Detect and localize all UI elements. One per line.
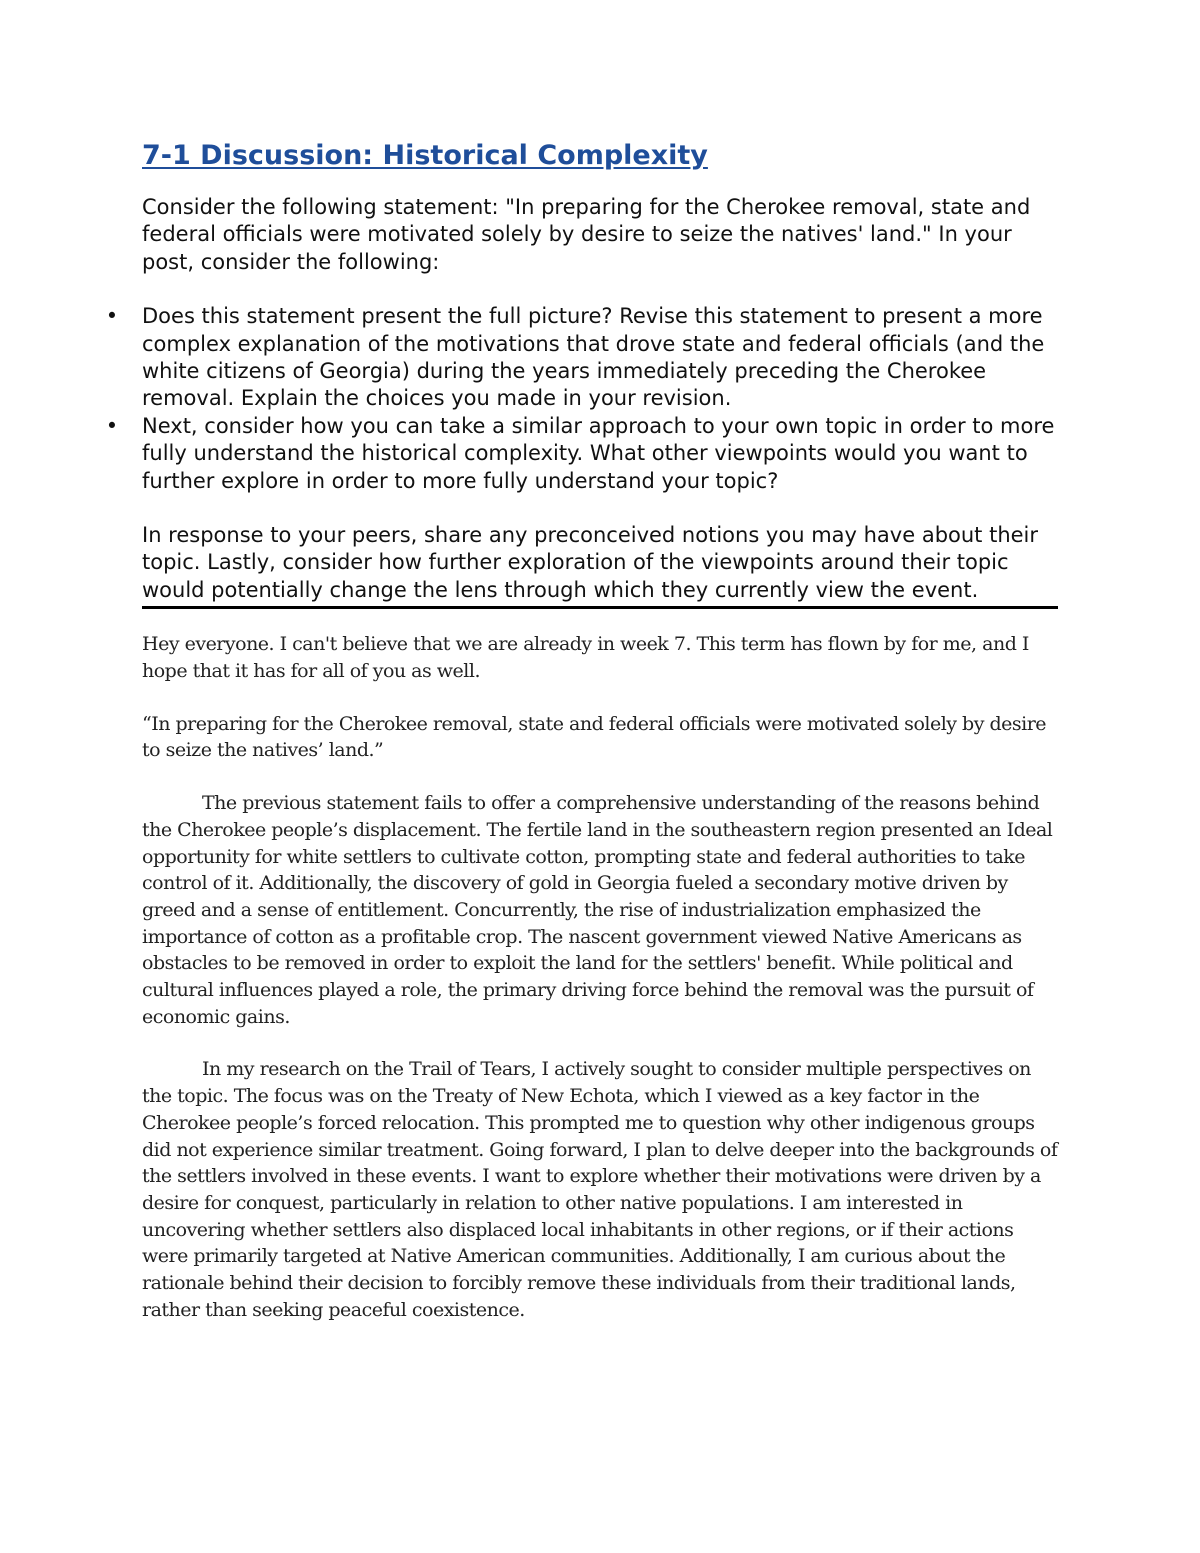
response-greeting: Hey everyone. I can't believe that we are already in week 7. This term has flown by for me, and I hope that it has for all of you as well. bbox=[142, 633, 1029, 682]
prompt-intro: Consider the following statement: "In preparing for the Cherokee removal, state and federal officials were motivated solely by desire to seize the natives' land." In your post, consider the following: bbox=[142, 195, 1031, 274]
list-item bbox=[105, 413, 1058, 495]
bullet-text: Next, consider how you can take a similar approach to your own topic in order to more fully understand the historical complexity. What other viewpoints would you want to further explore in order to more fully understand your topic? bbox=[142, 413, 1055, 493]
section-divider bbox=[142, 606, 1058, 609]
bullet-text: Does this statement present the full picture? Revise this statement to present a more complex explanation of the motivations that drove state and federal officials (and the white citizens of Georgia) during the years immediately preceding the Cherokee removal. Explain the choices you made in your revision. bbox=[142, 304, 1045, 411]
page-title: 7-1 Discussion: Historical Complexity bbox=[142, 140, 708, 171]
bullet-icon: • bbox=[105, 304, 119, 329]
response-quote: “In preparing for the Cherokee removal, state and federal officials were motivated solely by desire to seize the natives’ land.” bbox=[142, 712, 1047, 762]
response-paragraph-1: The previous statement fails to offer a comprehensive understanding of the reasons behind the Cherokee people’s displacement. The fertile land in the southeastern region presented an Ideal opportunity for white settlers to cultivate cotton, prompting state and federal authorities to take control of it. Additionally, the discovery of gold in Georgia fueled a secondary motive driven by greed and a sense of entitlement. Concurrently, the rise of industrialization emphasized the importance of cotton as a profitable crop. The nascent government viewed Native Americans as obstacles to be removed in order to exploit the land for the settlers' benefit. While political and cultural influences played a role, the primary driving force behind the removal was the pursuit of economic gains. bbox=[142, 792, 1053, 1028]
bullet-icon: • bbox=[105, 413, 119, 438]
response-body bbox=[142, 631, 1058, 1323]
response-paragraph-2: In my research on the Trail of Tears, I actively sought to consider multiple perspectives on the topic. The focus was on the Treaty of New Echota, which I viewed as a key factor in the Cherokee people’s forced relocation. This prompted me to question why other indigenous groups did not experience similar treatment. Going forward, I plan to delve deeper into the backgrounds of the settlers involved in these events. I want to explore whether their motivations were driven by a desire for conquest, particularly in relation to other native populations. I am interested in uncovering whether settlers also displaced local inhabitants in other regions, or if their actions were primarily targeted at Native American communities. Additionally, I am curious about the rationale behind their decision to forcibly remove these individuals from their traditional lands, rather than seeking peaceful coexistence. bbox=[142, 1058, 1058, 1321]
document-page bbox=[105, 138, 1058, 1349]
discussion-prompt bbox=[105, 194, 1058, 604]
peer-instructions: In response to your peers, share any preconceived notions you may have about their topic. Lastly, consider how further exploration of the viewpoints around their topic would potentially change the lens through which they currently view the event. bbox=[142, 523, 1039, 602]
list-item bbox=[105, 303, 1058, 413]
prompt-bullet-list bbox=[105, 303, 1058, 495]
